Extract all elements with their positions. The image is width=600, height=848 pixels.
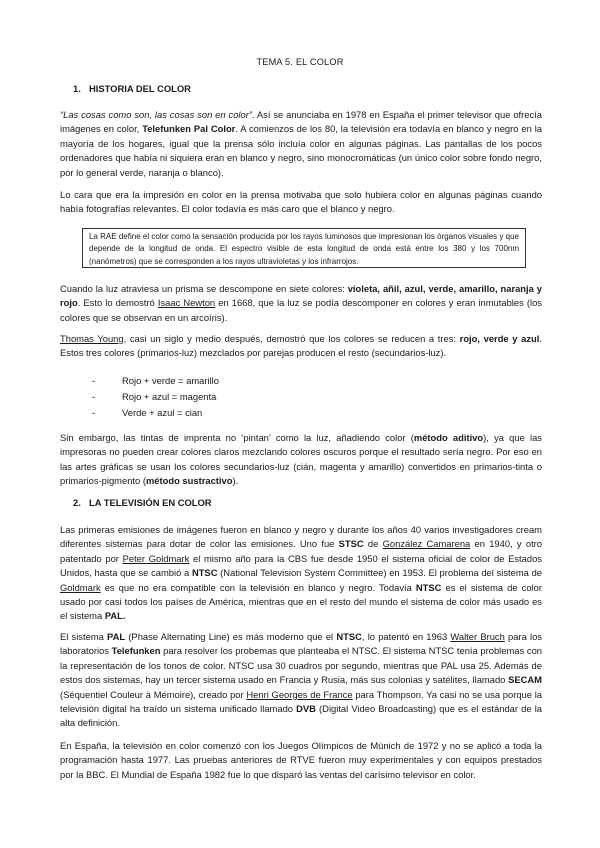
text: . Esto lo demostró xyxy=(77,297,158,309)
bold-text: NTSC xyxy=(191,567,218,579)
bold-text: NTSC xyxy=(415,581,442,593)
text: (Phase Alternating Line) es más moderno que el xyxy=(125,631,337,642)
definition-box xyxy=(82,228,526,268)
text: . A comienzos de los 80, la televisión era todavía en blanco y negro en la mayoría de los hogares, igual que la prensa sólo incluía color en algunas páginas. Las pantallas de los pocos ordenadores que había ni siquiera eran en blanco y negro, sino monocromáticas (un único color sobre fondo negro, por lo general verde, naranja o blanco). xyxy=(60,123,542,178)
quote-text: “Las cosas como son, las cosas son en color” xyxy=(60,109,252,120)
paragraph-prisma xyxy=(60,282,542,325)
underlined-name: Thomas Young xyxy=(60,333,124,344)
text: Las primeras emisiones de imágenes fueron en blanco y negro y durante los años 40 varios investigadores cream diferentes sistemas para dotar de color las emisiones. Uno fue xyxy=(60,524,542,550)
text: en 1668, que la luz se podía descomponer en colores y eran inmutables (los colores que se observan en un arcoíris). xyxy=(60,297,542,323)
document-title: TEMA 5. EL COLOR xyxy=(256,57,344,67)
text: , lo patentó en 1963 xyxy=(361,631,451,642)
paragraph-espana: En España, la televisión en color comenzó con los Juegos Olímpicos de Múnich de 1972 y no se aplicó a toda la programación hasta 1977. Las pruebas anteriores de RTVE fueron muy experimentales y con equipos prestados por la BBC. El Mundial de España 1982 fue lo que disparó las ventas del carísimo televisor en color. xyxy=(60,740,542,780)
text: (Séquentiel Couleur à Mémoire), creado por xyxy=(60,688,247,700)
list-item: - Rojo + azul = magenta xyxy=(92,389,392,405)
text: define el color como la sensación producida por los rayos luminosos que impresionan los órganos visuales y que depende de la longitud de onda. El espectro visible de esta longitud de onda está entre los 380 y los 700nm (nanómetros) que se corresponden a los rayos ultravioletas y los infrarrojos. xyxy=(89,232,520,266)
bold-text: PAL. xyxy=(104,610,126,622)
rae-abbr: RAE xyxy=(100,232,117,241)
section-title: HISTORIA DEL COLOR xyxy=(89,83,191,94)
section-number: 1. xyxy=(73,83,81,94)
underlined-name: Walter Bruch xyxy=(450,631,505,642)
text: . Así se anunciaba en 1978 en España el primer televisor que ofrecía imágenes en color, xyxy=(60,109,543,135)
section-heading-historia xyxy=(73,82,191,96)
text: (Digital Video Broadcasting) que es el estándar de la alta definición. xyxy=(60,703,542,729)
paragraph-prensa: Lo cara que era la impresión en color en la prensa motivaba que solo hubiera color en algunas páginas cuando había fotografías relevantes. El color todavía es más caro que el blanco y negro. xyxy=(60,189,542,215)
bold-text: Telefunken Pal Color xyxy=(142,123,236,135)
paragraph-tintas xyxy=(60,431,542,489)
text: El sistema xyxy=(60,631,108,642)
bold-text: violeta, añil, azul, verde, amarillo, naranja y rojo xyxy=(60,283,543,309)
underlined-name: González Camarena xyxy=(382,538,471,550)
bold-text: rojo, verde y azul xyxy=(459,333,540,344)
section-heading-television xyxy=(73,496,212,510)
text: (National Television System Committee) en 1953. El problema del sistema de xyxy=(217,567,542,579)
text: La xyxy=(89,232,101,241)
section-number: 2. xyxy=(73,497,81,508)
list-item: - Verde + azul = cian xyxy=(92,405,392,421)
bold-text: DVB xyxy=(296,703,316,715)
text: para Thompson. Ya casi no se usa porque la televisión digital ha traído un sistema unificado llamado xyxy=(60,688,543,715)
bold-text: NTSC xyxy=(336,631,362,642)
bold-text: Telefunken xyxy=(111,645,161,657)
text: para los laboratorios xyxy=(60,631,542,657)
bold-text: SECAM xyxy=(508,674,542,686)
paragraph-emisiones xyxy=(60,523,542,624)
color-mix-list xyxy=(92,373,392,422)
bold-text: PAL xyxy=(107,631,126,642)
paragraph-young xyxy=(60,332,542,361)
text: para resolver los probemas que planteaba el NTSC. El sistema NTSC tenía problemas con la representación de los tonos de color. NTSC usa 30 cuadros por segundo, mientras que PAL usa 25. Además de estos dos sistemas, hay un tercer sistema usado en Francia y Rusia, más sus colonias y satélites, llamado xyxy=(60,645,542,686)
underlined-name: Henri Georges de France xyxy=(246,688,353,700)
text: el mismo año para la CBS fue desde 1950 el sistema oficial de color de Estados Unidos, hasta que se cambió a xyxy=(60,552,542,579)
underlined-name: Goldmark xyxy=(60,581,101,593)
text: ). xyxy=(232,475,239,487)
text: . Estos tres colores (primarios-luz) mezclados por parejas producen el resto (secundarios-luz). xyxy=(60,333,542,359)
text: Sin embargo, las tintas de imprenta no ‘pintan’ como la luz, añadiendo color ( xyxy=(60,432,414,443)
text: Cuando la luz atraviesa un prisma se descompone en siete colores: xyxy=(60,283,348,294)
text: ), ya que las impresoras no pueden crear colores claros mezclando colores oscuros porque el resultado sería negro. Por eso en las artes gráficas se usan los colores secundarios-luz (cián, magenta y amarillo) convertidos en primarios-tinta o primarios-pigmento ( xyxy=(60,432,542,487)
text: es que no era compatible con la televisión en blanco y negro. Todavía xyxy=(100,581,416,593)
bold-text: STSC xyxy=(338,538,364,550)
paragraph-pal xyxy=(60,630,542,731)
text: de xyxy=(363,538,383,550)
list-item: - Rojo + verde = amarillo xyxy=(92,373,392,389)
underlined-name: Peter Goldmark xyxy=(122,552,190,564)
section-title: LA TELEVISIÓN EN COLOR xyxy=(89,497,212,508)
bold-text: método aditivo xyxy=(413,432,484,443)
underlined-name: Isaac Newton xyxy=(157,297,216,309)
text: en 1940, y otro patentado por xyxy=(60,538,543,564)
text: , casi un siglo y medio después, demostró que los colores se reducen a tres: xyxy=(123,333,460,344)
paragraph-intro xyxy=(60,108,542,180)
bold-text: método sustractivo xyxy=(145,475,233,487)
text: es el sistema de color usado por casi todos los países de América, mientras que en el resto del mundo el sistema de color más usado es el sistema xyxy=(60,581,542,622)
